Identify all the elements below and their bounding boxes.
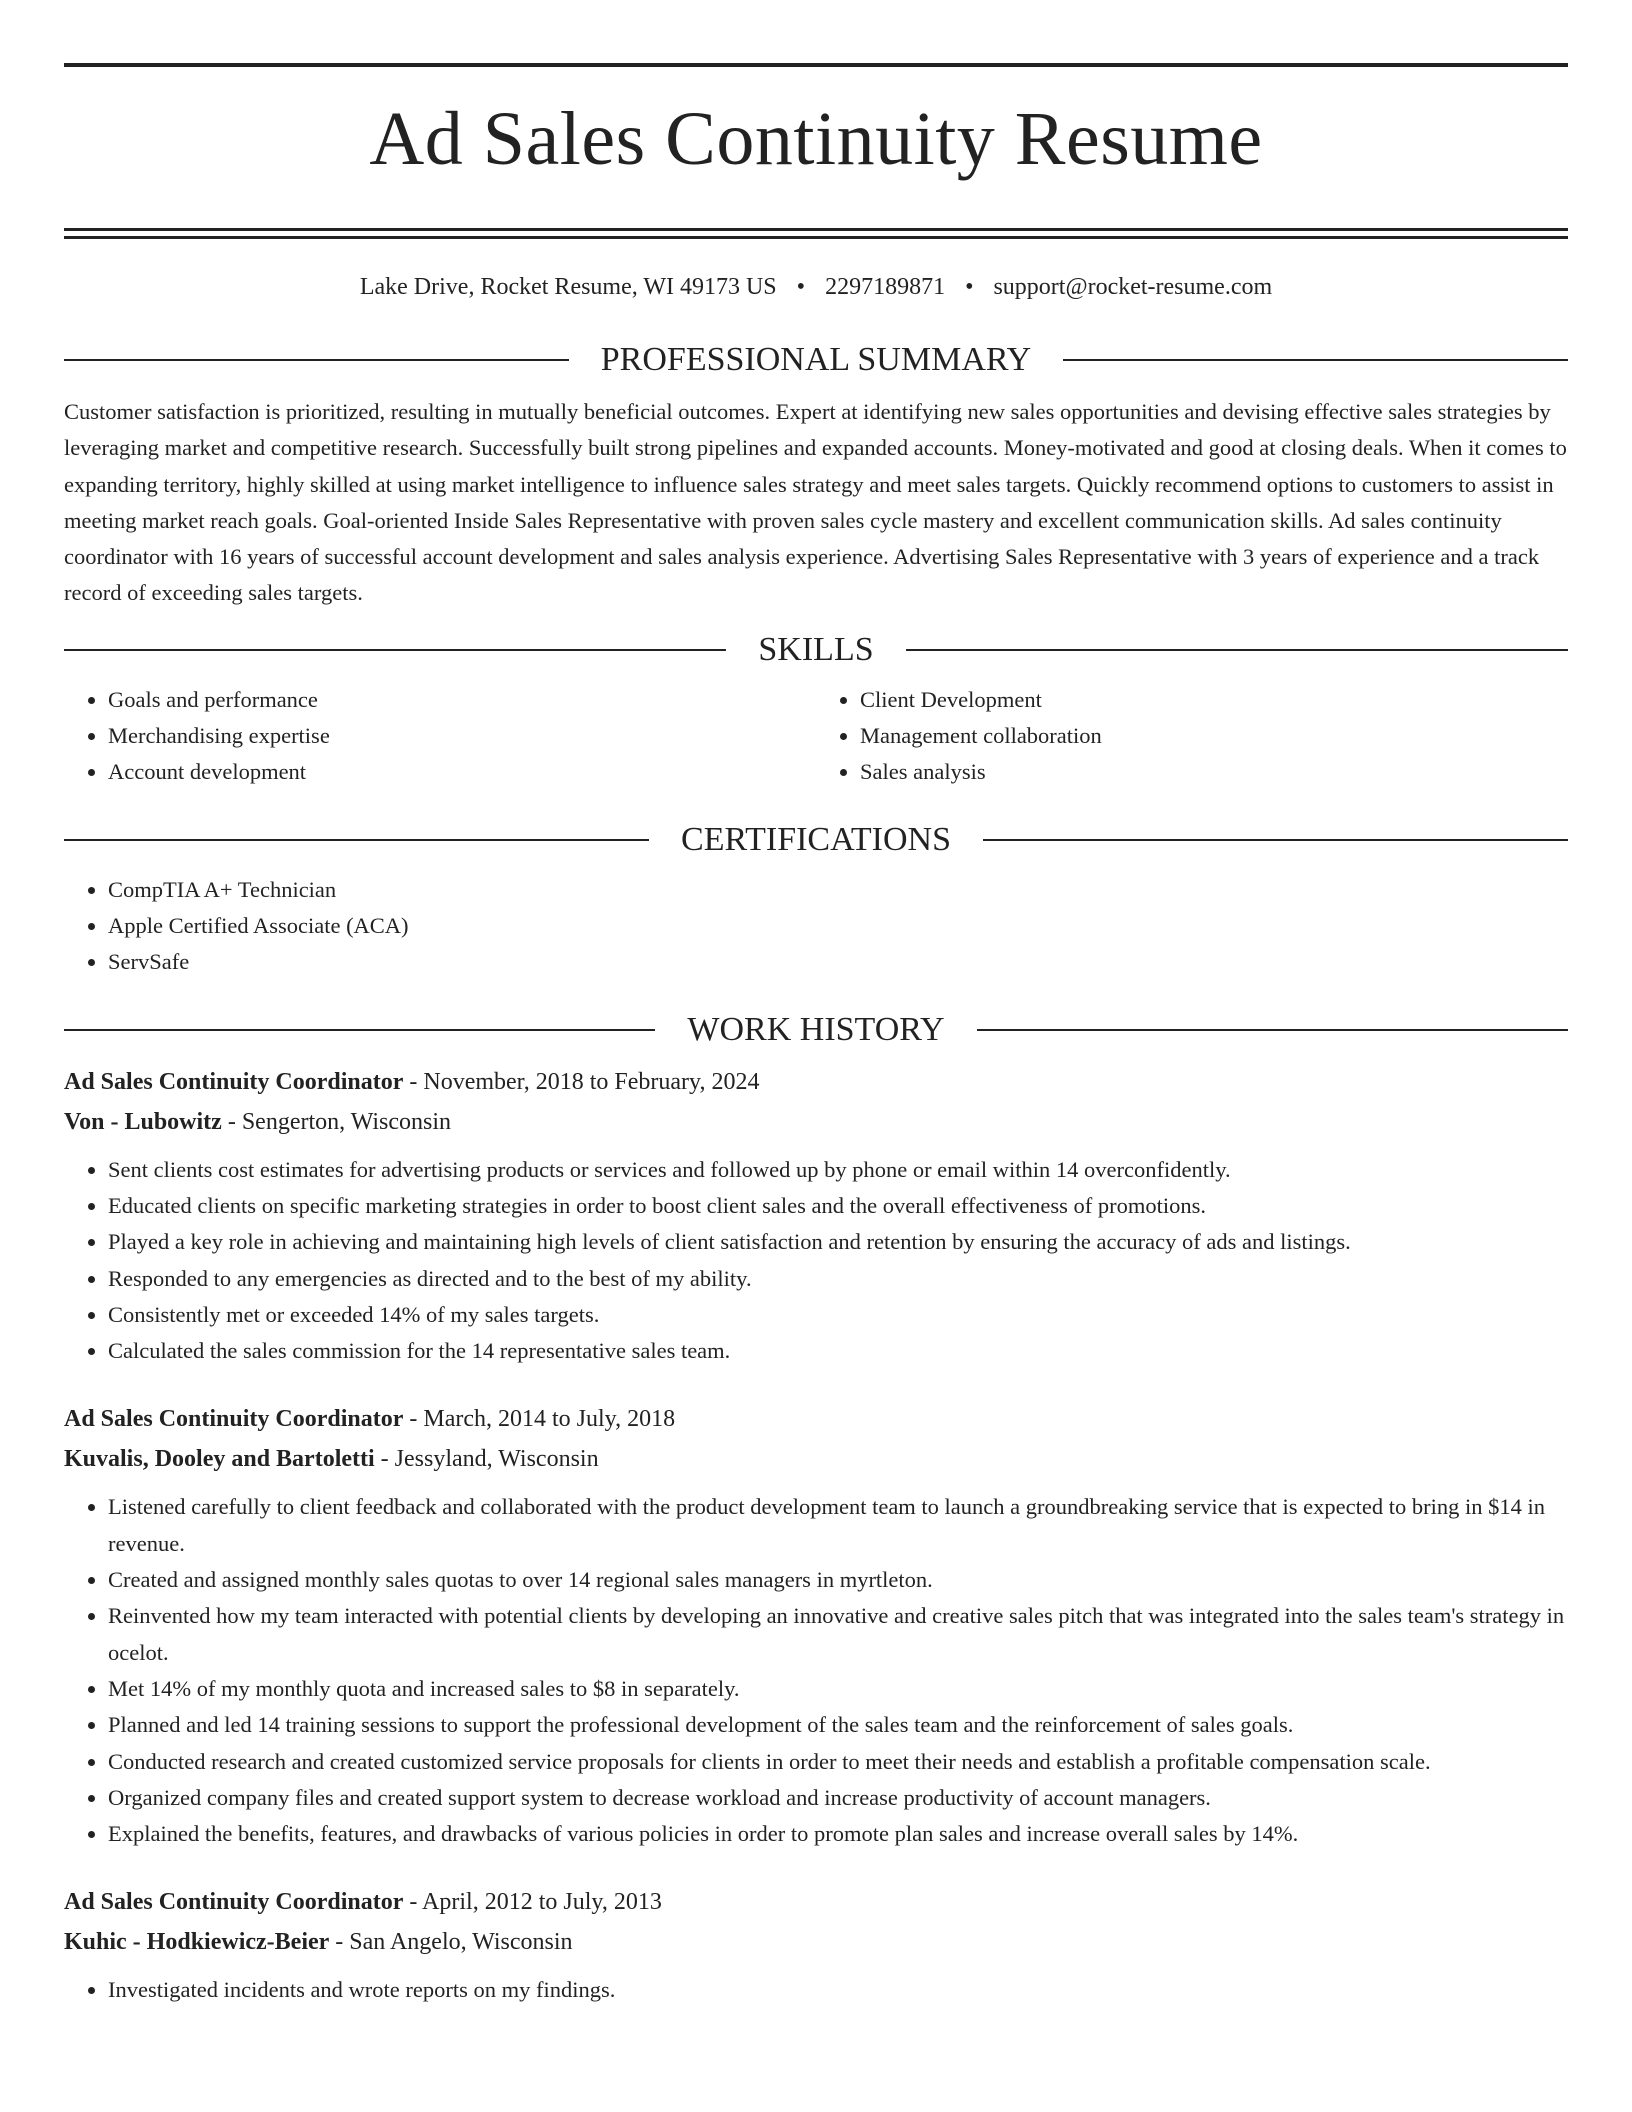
job-bullet: • Played a key role in achieving and maintaining high levels of client satisfaction and retention by ensuring the accuracy of ads and listings.	[108, 1224, 1568, 1260]
job-company: Von - Lubowitz	[64, 1108, 222, 1135]
job-title: Ad Sales Continuity Coordinator	[64, 1889, 404, 1916]
contact-line	[64, 272, 1568, 302]
contact-address: Lake Drive, Rocket Resume, WI 49173 US	[359, 273, 777, 300]
job-dates: - April, 2012 to July, 2013	[409, 1889, 662, 1916]
skills-list-left	[64, 682, 816, 790]
job-title: Ad Sales Continuity Coordinator	[64, 1068, 404, 1095]
contact-phone: 2297189871	[825, 273, 946, 300]
job-entry	[64, 1062, 1568, 1370]
heading-rule	[64, 359, 569, 361]
job-title-line	[64, 1062, 1568, 1102]
job-bullet: • Created and assigned monthly sales quotas to over 14 regional sales managers in myrtleton.	[108, 1562, 1568, 1598]
job-bullet: • Consistently met or exceeded 14% of my sales targets.	[108, 1297, 1568, 1333]
job-company-line	[64, 1922, 1568, 1962]
job-company: Kuvalis, Dooley and Bartoletti	[64, 1446, 375, 1473]
section-heading-certifications	[64, 820, 1568, 860]
job-bullet: • Listened carefully to client feedback and collaborated with the product development team to launch a groundbreaking service that is expected to bring in $14 in revenue.	[108, 1489, 1568, 1562]
contact-email: support@rocket-resume.com	[993, 273, 1273, 300]
skills-columns	[64, 682, 1568, 790]
job-company-line	[64, 1102, 1568, 1142]
section-heading-work-history	[64, 1010, 1568, 1050]
skill-item: • Goals and performance	[108, 682, 816, 718]
job-bullet: • Met 14% of my monthly quota and increased sales to $8 in separately.	[108, 1671, 1568, 1707]
header-double-rule	[64, 228, 1568, 231]
section-title: PROFESSIONAL SUMMARY	[600, 340, 1032, 378]
job-company: Kuhic - Hodkiewicz-Beier	[64, 1929, 330, 1956]
skill-item: • Account development	[108, 754, 816, 790]
resume-title: Ad Sales Continuity Resume	[369, 97, 1263, 181]
job-bullets	[64, 1152, 1568, 1370]
certification-item: • ServSafe	[108, 944, 1568, 980]
contact-separator: •	[965, 273, 974, 300]
job-dates: - March, 2014 to July, 2018	[409, 1406, 676, 1433]
job-dates: - November, 2018 to February, 2024	[409, 1068, 760, 1095]
heading-rule	[977, 1029, 1568, 1031]
section-title: CERTIFICATIONS	[681, 820, 951, 858]
heading-rule	[64, 1029, 655, 1031]
section-heading-skills	[64, 630, 1568, 670]
job-entry	[64, 1882, 1568, 2008]
job-bullet: • Conducted research and created customized service proposals for clients in order to meet their needs and establish a profitable compensation scale.	[108, 1744, 1568, 1780]
job-location: - Sengerton, Wisconsin	[227, 1108, 452, 1135]
header-top-rule	[64, 63, 1568, 67]
skill-item: • Sales analysis	[860, 754, 1568, 790]
heading-rule	[64, 649, 726, 651]
job-location: - Jessyland, Wisconsin	[380, 1446, 599, 1473]
job-title-line	[64, 1882, 1568, 1922]
resume-page	[64, 0, 1568, 2009]
summary-text: Customer satisfaction is prioritized, resulting in mutually beneficial outcomes. Expert at identifying new sales opportunities and devising effective sales strategies by leveraging market and competitive research. Successfully built strong pipelines and expanded accounts. Money-motivated and good at closing deals. When it comes to expanding territory, highly skilled at using market intelligence to influence sales strategy and meet sales targets. Quickly recommend options to customers to assist in meeting market reach goals. Goal-oriented Inside Sales Representative with proven sales cycle mastery and excellent communication skills. Ad sales continuity coordinator with 16 years of successful account development and sales analysis experience. Advertising Sales Representative with 3 years of experience and a track record of exceeding sales targets.	[64, 398, 1567, 606]
job-entry	[64, 1399, 1568, 1852]
section-title: WORK HISTORY	[687, 1010, 945, 1048]
job-bullet: • Organized company files and created support system to decrease workload and increase productivity of account managers.	[108, 1780, 1568, 1816]
job-bullet: • Sent clients cost estimates for advertising products or services and followed up by phone or email within 14 overconfidently.	[108, 1152, 1568, 1188]
section-title: SKILLS	[758, 630, 874, 668]
job-bullet: • Planned and led 14 training sessions to support the professional development of the sales team and the reinforcement of sales goals.	[108, 1707, 1568, 1743]
skill-item: • Client Development	[860, 682, 1568, 718]
job-bullet: • Calculated the sales commission for the 14 representative sales team.	[108, 1333, 1568, 1369]
certification-item: • CompTIA A+ Technician	[108, 872, 1568, 908]
job-company-line	[64, 1439, 1568, 1479]
job-bullet: • Investigated incidents and wrote reports on my findings.	[108, 1972, 1568, 2008]
skill-item: • Merchandising expertise	[108, 718, 816, 754]
contact-separator: •	[796, 273, 806, 300]
job-bullets	[64, 1489, 1568, 1852]
job-bullets	[64, 1972, 1568, 2008]
job-bullet: • Reinvented how my team interacted with potential clients by developing an innovative and creative sales pitch that was integrated into the sales team's strategy in ocelot.	[108, 1598, 1568, 1671]
certifications-list	[64, 872, 1568, 980]
job-location: - San Angelo, Wisconsin	[335, 1929, 573, 1956]
job-bullet: • Educated clients on specific marketing strategies in order to boost client sales and the overall effectiveness of promotions.	[108, 1188, 1568, 1224]
skills-list-right	[816, 682, 1568, 790]
heading-rule	[906, 649, 1568, 651]
job-title: Ad Sales Continuity Coordinator	[64, 1406, 404, 1433]
section-heading-summary	[64, 340, 1568, 380]
job-bullet: • Explained the benefits, features, and drawbacks of various policies in order to promote plan sales and increase overall sales by 14%.	[108, 1816, 1568, 1852]
heading-rule	[1063, 359, 1568, 361]
job-title-line	[64, 1399, 1568, 1439]
job-bullet: • Responded to any emergencies as directed and to the best of my ability.	[108, 1261, 1568, 1297]
certification-item: • Apple Certified Associate (ACA)	[108, 908, 1568, 944]
heading-rule	[983, 839, 1568, 841]
skill-item: • Management collaboration	[860, 718, 1568, 754]
heading-rule	[64, 839, 649, 841]
